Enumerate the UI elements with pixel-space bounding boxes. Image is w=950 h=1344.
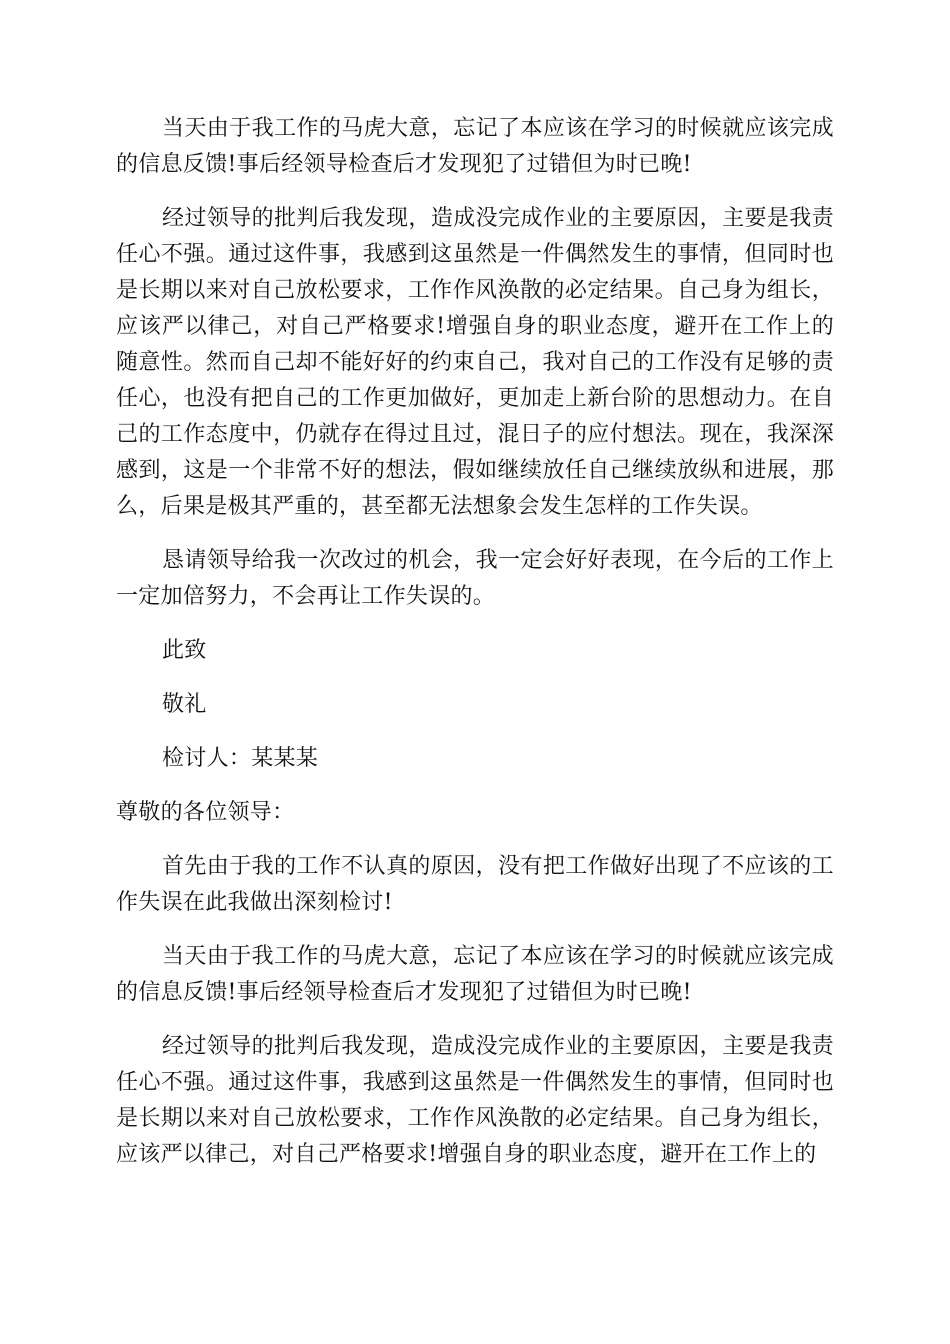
document-body <box>116 111 834 1191</box>
paragraph-incident-repeat: 当天由于我工作的马虎大意，忘记了本应该在学习的时候就应该完成的信息反馈!事后经领导检查后才发现犯了过错但为时已晚! <box>116 944 834 1005</box>
closing-regards: 敬礼 <box>162 692 207 717</box>
paragraph-opening: 首先由于我的工作不认真的原因，没有把工作做好出现了不应该的工作失误在此我做出深刻检讨! <box>116 854 834 915</box>
signature-line: 检讨人：某某某 <box>162 746 319 771</box>
paragraph-reflection: 经过领导的批判后我发现，造成没完成作业的主要原因，主要是我责任心不强。通过这件事，我感到这虽然是一件偶然发生的事情，但同时也是长期以来对自己放松要求，工作作风涣散的必定结果。自己身为组长，应该严以律己，对自己严格要求!增强自身的职业态度，避开在工作上的随意性。然而自己却不能好好的约束自己，我对自己的工作没有足够的责任心，也没有把自己的工作更加做好，更加走上新台阶的思想动力。在自己的工作态度中，仍就存在得过且过，混日子的应付想法。现在，我深深感到，这是一个非常不好的想法，假如继续放任自己继续放纵和进展，那么，后果是极其严重的，甚至都无法想象会发生怎样的工作失误。 <box>116 206 834 519</box>
paragraph-request: 恳请领导给我一次改过的机会，我一定会好好表现，在今后的工作上一定加倍努力，不会再让工作失误的。 <box>116 548 834 609</box>
paragraph-incident: 当天由于我工作的马虎大意，忘记了本应该在学习的时候就应该完成的信息反馈!事后经领导检查后才发现犯了过错但为时已晚! <box>116 116 834 177</box>
paragraph-reflection-repeat: 经过领导的批判后我发现，造成没完成作业的主要原因，主要是我责任心不强。通过这件事，我感到这虽然是一件偶然发生的事情，但同时也是长期以来对自己放松要求，工作作风涣散的必定结果。自己身为组长，应该严以律己，对自己严格要求!增强自身的职业态度，避开在工作上的 <box>116 1034 834 1167</box>
letter-greeting: 尊敬的各位领导： <box>116 800 295 825</box>
closing-salutation: 此致 <box>162 638 207 663</box>
